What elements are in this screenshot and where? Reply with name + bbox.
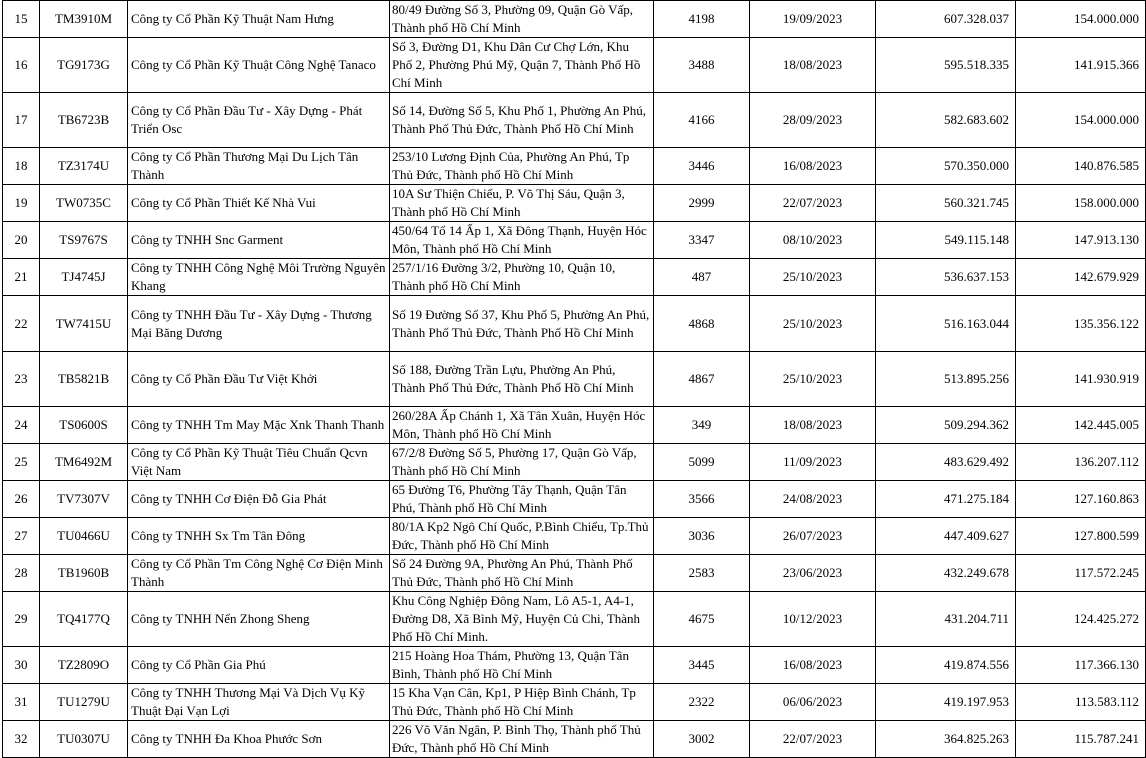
row-number: 17 [3, 93, 40, 148]
amount-value: 549.115.148 [876, 222, 1016, 259]
average-value: 141.915.366 [1016, 38, 1146, 93]
count-value: 4868 [654, 296, 750, 352]
table-row [3, 93, 1146, 148]
amount-value: 431.204.711 [876, 592, 1016, 647]
table-row [3, 518, 1146, 555]
count-value: 3445 [654, 647, 750, 684]
company-address: 450/64 Tổ 14 Ấp 1, Xã Đông Thạnh, Huyện Hóc Môn, Thành phố Hồ Chí Minh [390, 222, 654, 259]
table-row [3, 555, 1146, 592]
average-value: 117.572.245 [1016, 555, 1146, 592]
average-value: 158.000.000 [1016, 185, 1146, 222]
average-value: 142.679.929 [1016, 259, 1146, 296]
date-value: 16/08/2023 [750, 647, 876, 684]
company-address: Số 188, Đường Trần Lựu, Phường An Phú, Thành Phố Thủ Đức, Thành Phố Hồ Chí Minh [390, 352, 654, 407]
company-address: 226 Võ Văn Ngân, P. Bình Thọ, Thành phố Thủ Đức, Thành phố Hồ Chí Minh [390, 721, 654, 758]
average-value: 135.356.122 [1016, 296, 1146, 352]
average-value: 117.366.130 [1016, 647, 1146, 684]
average-value: 115.787.241 [1016, 721, 1146, 758]
tax-code: TQ4177Q [40, 592, 128, 647]
company-name: Công ty Cổ Phần Kỹ Thuật Tiêu Chuẩn Qcvn Việt Nam [128, 444, 390, 481]
tax-code: TB5821B [40, 352, 128, 407]
count-value: 349 [654, 407, 750, 444]
date-value: 28/09/2023 [750, 93, 876, 148]
tax-code: TU0307U [40, 721, 128, 758]
company-name: Công ty TNHH Sx Tm Tân Đông [128, 518, 390, 555]
company-address: 67/2/8 Đường Số 5, Phường 17, Quận Gò Vấp, Thành phố Hồ Chí Minh [390, 444, 654, 481]
tax-code: TM6492M [40, 444, 128, 481]
average-value: 147.913.130 [1016, 222, 1146, 259]
company-address: Số 3, Đường D1, Khu Dân Cư Chợ Lớn, Khu Phố 2, Phường Phú Mỹ, Quận 7, Thành Phố Hồ Chí Minh [390, 38, 654, 93]
average-value: 124.425.272 [1016, 592, 1146, 647]
average-value: 141.930.919 [1016, 352, 1146, 407]
amount-value: 447.409.627 [876, 518, 1016, 555]
amount-value: 364.825.263 [876, 721, 1016, 758]
company-address: 260/28A Ấp Chánh 1, Xã Tân Xuân, Huyện Hóc Môn, Thành phố Hồ Chí Minh [390, 407, 654, 444]
amount-value: 595.518.335 [876, 38, 1016, 93]
company-address: Khu Công Nghiệp Đông Nam, Lô A5-1, A4-1, Đường D8, Xã Bình Mỹ, Huyện Củ Chi, Thành Phố Hồ Chí Minh. [390, 592, 654, 647]
company-name: Công ty TNHH Cơ Điện Đỗ Gia Phát [128, 481, 390, 518]
count-value: 4867 [654, 352, 750, 407]
table-row [3, 444, 1146, 481]
company-name: Công ty TNHH Thương Mại Và Dịch Vụ Kỹ Thuật Đại Vạn Lợi [128, 684, 390, 721]
table-row [3, 296, 1146, 352]
company-name: Công ty TNHH Nến Zhong Sheng [128, 592, 390, 647]
row-number: 28 [3, 555, 40, 592]
tax-code: TM3910M [40, 1, 128, 38]
count-value: 4675 [654, 592, 750, 647]
date-value: 24/08/2023 [750, 481, 876, 518]
amount-value: 419.197.953 [876, 684, 1016, 721]
date-value: 22/07/2023 [750, 721, 876, 758]
tax-code: TV7307V [40, 481, 128, 518]
amount-value: 513.895.256 [876, 352, 1016, 407]
date-value: 10/12/2023 [750, 592, 876, 647]
tax-code: TS9767S [40, 222, 128, 259]
amount-value: 607.328.037 [876, 1, 1016, 38]
tax-code: TJ4745J [40, 259, 128, 296]
company-address: Số 14, Đường Số 5, Khu Phố 1, Phường An Phú, Thành Phố Thủ Đức, Thành Phố Hồ Chí Minh [390, 93, 654, 148]
tax-code: TZ3174U [40, 148, 128, 185]
date-value: 08/10/2023 [750, 222, 876, 259]
table-row [3, 684, 1146, 721]
count-value: 3488 [654, 38, 750, 93]
tax-code: TW0735C [40, 185, 128, 222]
table-body [3, 1, 1146, 758]
row-number: 25 [3, 444, 40, 481]
row-number: 32 [3, 721, 40, 758]
date-value: 25/10/2023 [750, 296, 876, 352]
tax-code: TG9173G [40, 38, 128, 93]
company-address: 15 Kha Vạn Cân, Kp1, P Hiệp Bình Chánh, Tp Thủ Đức, Thành phố Hồ Chí Minh [390, 684, 654, 721]
average-value: 154.000.000 [1016, 93, 1146, 148]
table-row [3, 352, 1146, 407]
amount-value: 483.629.492 [876, 444, 1016, 481]
amount-value: 560.321.745 [876, 185, 1016, 222]
company-name: Công ty TNHH Công Nghệ Môi Trường Nguyên Khang [128, 259, 390, 296]
row-number: 18 [3, 148, 40, 185]
average-value: 140.876.585 [1016, 148, 1146, 185]
table-row [3, 407, 1146, 444]
date-value: 06/06/2023 [750, 684, 876, 721]
date-value: 18/08/2023 [750, 38, 876, 93]
company-name: Công ty Cổ Phần Tm Công Nghệ Cơ Điện Minh Thành [128, 555, 390, 592]
average-value: 136.207.112 [1016, 444, 1146, 481]
count-value: 3002 [654, 721, 750, 758]
average-value: 142.445.005 [1016, 407, 1146, 444]
table-row [3, 1, 1146, 38]
count-value: 3036 [654, 518, 750, 555]
row-number: 23 [3, 352, 40, 407]
company-address: Số 19 Đường Số 37, Khu Phố 5, Phường An Phú, Thành Phố Thủ Đức, Thành Phố Hồ Chí Minh [390, 296, 654, 352]
date-value: 25/10/2023 [750, 352, 876, 407]
date-value: 11/09/2023 [750, 444, 876, 481]
table-row [3, 259, 1146, 296]
row-number: 15 [3, 1, 40, 38]
date-value: 18/08/2023 [750, 407, 876, 444]
company-name: Công ty TNHH Đa Khoa Phước Sơn [128, 721, 390, 758]
company-name: Công ty TNHH Đầu Tư - Xây Dựng - Thương Mại Băng Dương [128, 296, 390, 352]
tax-code: TU0466U [40, 518, 128, 555]
count-value: 3446 [654, 148, 750, 185]
row-number: 26 [3, 481, 40, 518]
table-row [3, 222, 1146, 259]
company-table [2, 0, 1146, 758]
count-value: 5099 [654, 444, 750, 481]
table-row [3, 148, 1146, 185]
company-name: Công ty Cổ Phần Kỹ Thuật Công Nghệ Tanaco [128, 38, 390, 93]
tax-code: TW7415U [40, 296, 128, 352]
row-number: 19 [3, 185, 40, 222]
row-number: 16 [3, 38, 40, 93]
date-value: 25/10/2023 [750, 259, 876, 296]
count-value: 4198 [654, 1, 750, 38]
company-name: Công ty Cổ Phần Thiết Kế Nhà Vui [128, 185, 390, 222]
table-row [3, 592, 1146, 647]
tax-code: TS0600S [40, 407, 128, 444]
table-row [3, 481, 1146, 518]
amount-value: 536.637.153 [876, 259, 1016, 296]
amount-value: 471.275.184 [876, 481, 1016, 518]
row-number: 24 [3, 407, 40, 444]
amount-value: 570.350.000 [876, 148, 1016, 185]
company-address: 80/1A Kp2 Ngô Chí Quốc, P.Bình Chiểu, Tp.Thủ Đức, Thành phố Hồ Chí Minh [390, 518, 654, 555]
company-name: Công ty Cổ Phần Đầu Tư - Xây Dựng - Phát Triển Osc [128, 93, 390, 148]
amount-value: 419.874.556 [876, 647, 1016, 684]
tax-code: TB6723B [40, 93, 128, 148]
company-name: Công ty Cổ Phần Thương Mại Du Lịch Tân Thành [128, 148, 390, 185]
company-address: 257/1/16 Đường 3/2, Phường 10, Quận 10, Thành phố Hồ Chí Minh [390, 259, 654, 296]
date-value: 19/09/2023 [750, 1, 876, 38]
row-number: 27 [3, 518, 40, 555]
tax-code: TZ2809O [40, 647, 128, 684]
table-row [3, 185, 1146, 222]
row-number: 20 [3, 222, 40, 259]
tax-code: TU1279U [40, 684, 128, 721]
company-address: 10A Sư Thiện Chiếu, P. Võ Thị Sáu, Quận 3, Thành phố Hồ Chí Minh [390, 185, 654, 222]
average-value: 127.800.599 [1016, 518, 1146, 555]
table-row [3, 38, 1146, 93]
count-value: 2583 [654, 555, 750, 592]
company-address: 215 Hoàng Hoa Thám, Phường 13, Quận Tân Bình, Thành phố Hồ Chí Minh [390, 647, 654, 684]
company-name: Công ty TNHH Tm May Mặc Xnk Thanh Thanh [128, 407, 390, 444]
company-address: 80/49 Đường Số 3, Phường 09, Quận Gò Vấp, Thành phố Hồ Chí Minh [390, 1, 654, 38]
company-name: Công ty Cổ Phần Gia Phú [128, 647, 390, 684]
date-value: 23/06/2023 [750, 555, 876, 592]
amount-value: 432.249.678 [876, 555, 1016, 592]
row-number: 29 [3, 592, 40, 647]
amount-value: 509.294.362 [876, 407, 1016, 444]
average-value: 154.000.000 [1016, 1, 1146, 38]
table-row [3, 721, 1146, 758]
count-value: 4166 [654, 93, 750, 148]
company-name: Công ty TNHH Snc Garment [128, 222, 390, 259]
amount-value: 582.683.602 [876, 93, 1016, 148]
average-value: 127.160.863 [1016, 481, 1146, 518]
row-number: 30 [3, 647, 40, 684]
row-number: 21 [3, 259, 40, 296]
count-value: 2999 [654, 185, 750, 222]
date-value: 26/07/2023 [750, 518, 876, 555]
count-value: 487 [654, 259, 750, 296]
amount-value: 516.163.044 [876, 296, 1016, 352]
count-value: 3347 [654, 222, 750, 259]
average-value: 113.583.112 [1016, 684, 1146, 721]
tax-code: TB1960B [40, 555, 128, 592]
count-value: 3566 [654, 481, 750, 518]
company-address: Số 24 Đường 9A, Phường An Phú, Thành Phố Thủ Đức, Thành phố Hồ Chí Minh [390, 555, 654, 592]
date-value: 16/08/2023 [750, 148, 876, 185]
row-number: 31 [3, 684, 40, 721]
row-number: 22 [3, 296, 40, 352]
company-address: 65 Đường T6, Phường Tây Thạnh, Quận Tân Phú, Thành phố Hồ Chí Minh [390, 481, 654, 518]
company-address: 253/10 Lương Định Của, Phường An Phú, Tp Thủ Đức, Thành phố Hồ Chí Minh [390, 148, 654, 185]
company-name: Công ty Cổ Phần Kỹ Thuật Nam Hưng [128, 1, 390, 38]
company-name: Công ty Cổ Phần Đầu Tư Việt Khởi [128, 352, 390, 407]
count-value: 2322 [654, 684, 750, 721]
table-row [3, 647, 1146, 684]
date-value: 22/07/2023 [750, 185, 876, 222]
